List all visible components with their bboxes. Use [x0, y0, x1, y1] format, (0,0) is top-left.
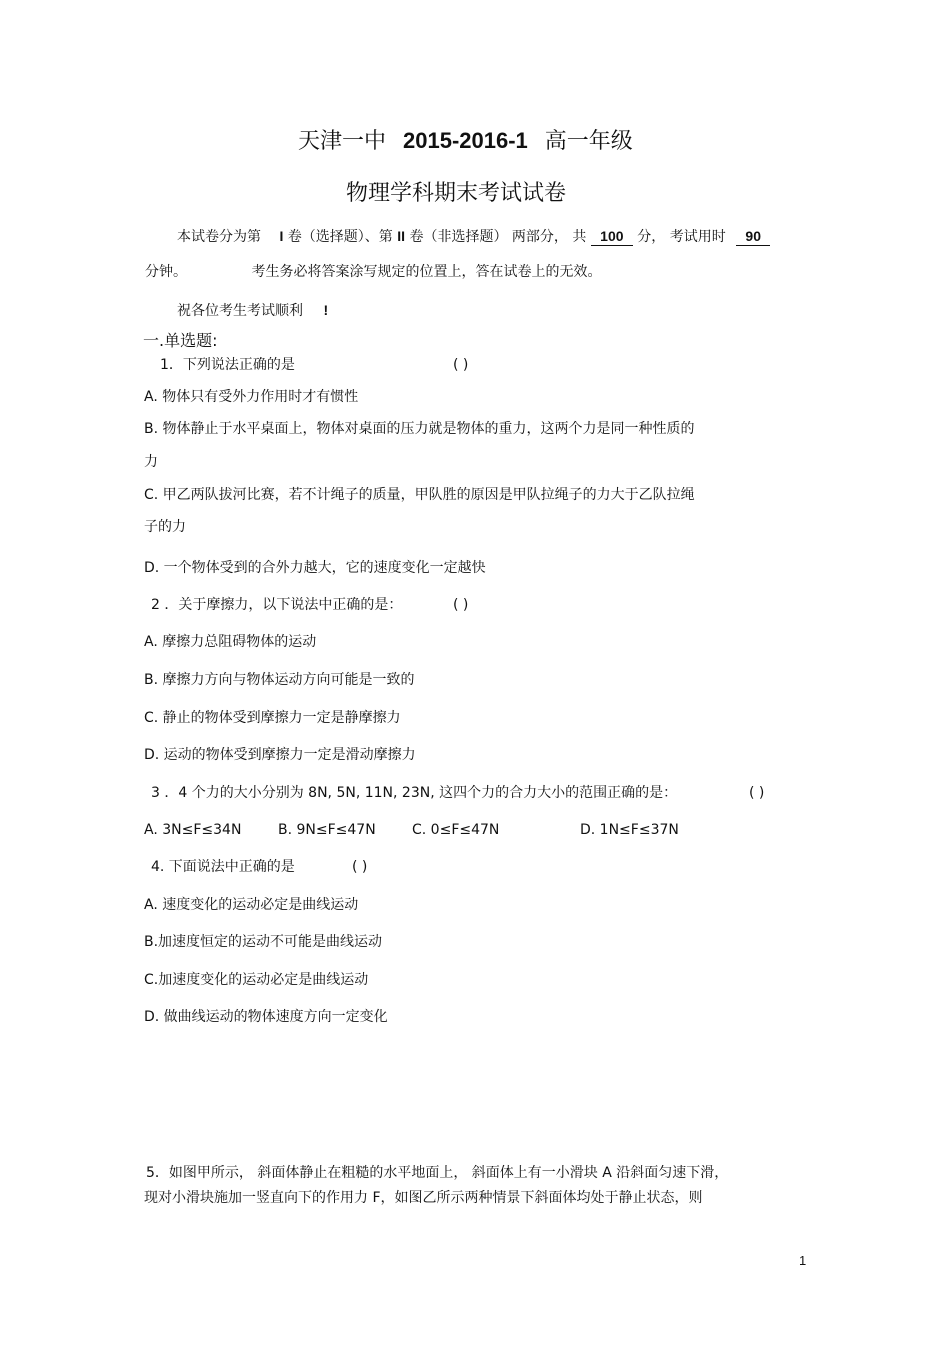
question-3-stem: 3 ．4 个力的大小分别为 8N, 5N, 11N, 23N, 这四个力的合力大小的范围正确的是：	[151, 785, 678, 801]
question-1-option-b: B. 物体静止于水平桌面上，物体对桌面的压力就是物体的重力，这两个力是同一种性质的	[144, 421, 695, 437]
intro-text-c: 卷（选择题）、第	[287, 229, 393, 245]
question-3-option-c: C. 0≤F≤47N	[412, 822, 500, 838]
intro-part-i: I	[279, 228, 284, 244]
question-1-option-a: A. 物体只有受外力作用时才有惯性	[144, 389, 359, 405]
question-4-answer-blank: ( )	[352, 859, 368, 875]
question-2-stem: 2 ．关于摩擦力，以下说法中正确的是：	[151, 597, 403, 613]
total-score: 100	[591, 227, 633, 246]
intro-line-1	[177, 227, 770, 246]
intro-part-ii: II	[397, 228, 406, 244]
question-4-option-c: C.加速度变化的运动必定是曲线运动	[144, 972, 369, 988]
wish-exclaim: !	[323, 302, 329, 318]
question-3-option-b: B. 9N≤F≤47N	[278, 822, 376, 838]
question-1-option-b-cont: 力	[144, 454, 158, 470]
page-title	[298, 127, 633, 156]
intro-text-f: 分， 考试用时	[637, 229, 726, 245]
intro-line-2	[145, 263, 601, 281]
wish-text: 祝各位考生考试顺利	[177, 303, 303, 319]
intro-minutes-unit: 分钟。	[145, 264, 187, 280]
title-grade: 高一年级	[544, 129, 633, 154]
title-term: 2015-2016-1	[403, 128, 528, 153]
intro-text-a: 本试卷分为第	[177, 229, 261, 245]
title-school: 天津一中	[298, 129, 387, 154]
question-2-option-d: D. 运动的物体受到摩擦力一定是滑动摩擦力	[144, 747, 416, 763]
question-1-option-d: D. 一个物体受到的合外力越大，它的速度变化一定越快	[144, 560, 486, 576]
question-3-option-a: A. 3N≤F≤34N	[144, 822, 242, 838]
question-2-option-b: B. 摩擦力方向与物体运动方向可能是一致的	[144, 672, 415, 688]
question-1-answer-blank: ( )	[453, 357, 469, 373]
question-2-option-c: C. 静止的物体受到摩擦力一定是静摩擦力	[144, 710, 401, 726]
question-3-option-d: D. 1N≤F≤37N	[580, 822, 679, 838]
question-5-stem-line-2: 现对小滑块施加一竖直向下的作用力 F，如图乙所示两种情景下斜面体均处于静止状态，则	[144, 1190, 703, 1206]
exam-minutes: 90	[736, 227, 770, 246]
question-3-answer-blank: ( )	[749, 785, 765, 801]
question-1-option-c: C. 甲乙两队拔河比赛，若不计绳子的质量，甲队胜的原因是甲队拉绳子的力大于乙队拉绳	[144, 487, 695, 503]
intro-instruction: 考生务必将答案涂写规定的位置上，答在试卷上的无效。	[251, 264, 602, 280]
page-number: 1	[799, 1253, 807, 1268]
question-5-stem-line-1: 5．如图甲所示， 斜面体静止在粗糙的水平地面上， 斜面体上有一小滑块 A 沿斜面匀速下滑，	[146, 1165, 729, 1181]
wish-line	[177, 301, 328, 320]
intro-text-e: 卷（非选择题） 两部分， 共	[409, 229, 587, 245]
question-4-option-a: A. 速度变化的运动必定是曲线运动	[144, 897, 359, 913]
question-2-option-a: A. 摩擦力总阻碍物体的运动	[144, 634, 317, 650]
question-4-stem: 4. 下面说法中正确的是	[151, 859, 295, 875]
page-subtitle: 物理学科期末考试试卷	[346, 181, 567, 206]
question-1-option-c-cont: 子的力	[144, 519, 186, 535]
question-1-stem: 1．下列说法正确的是	[160, 357, 295, 373]
question-4-option-b: B.加速度恒定的运动不可能是曲线运动	[144, 934, 383, 950]
question-4-option-d: D. 做曲线运动的物体速度方向一定变化	[144, 1009, 388, 1025]
section-heading: 一.单选题:	[143, 331, 218, 350]
question-2-answer-blank: ( )	[453, 597, 469, 613]
